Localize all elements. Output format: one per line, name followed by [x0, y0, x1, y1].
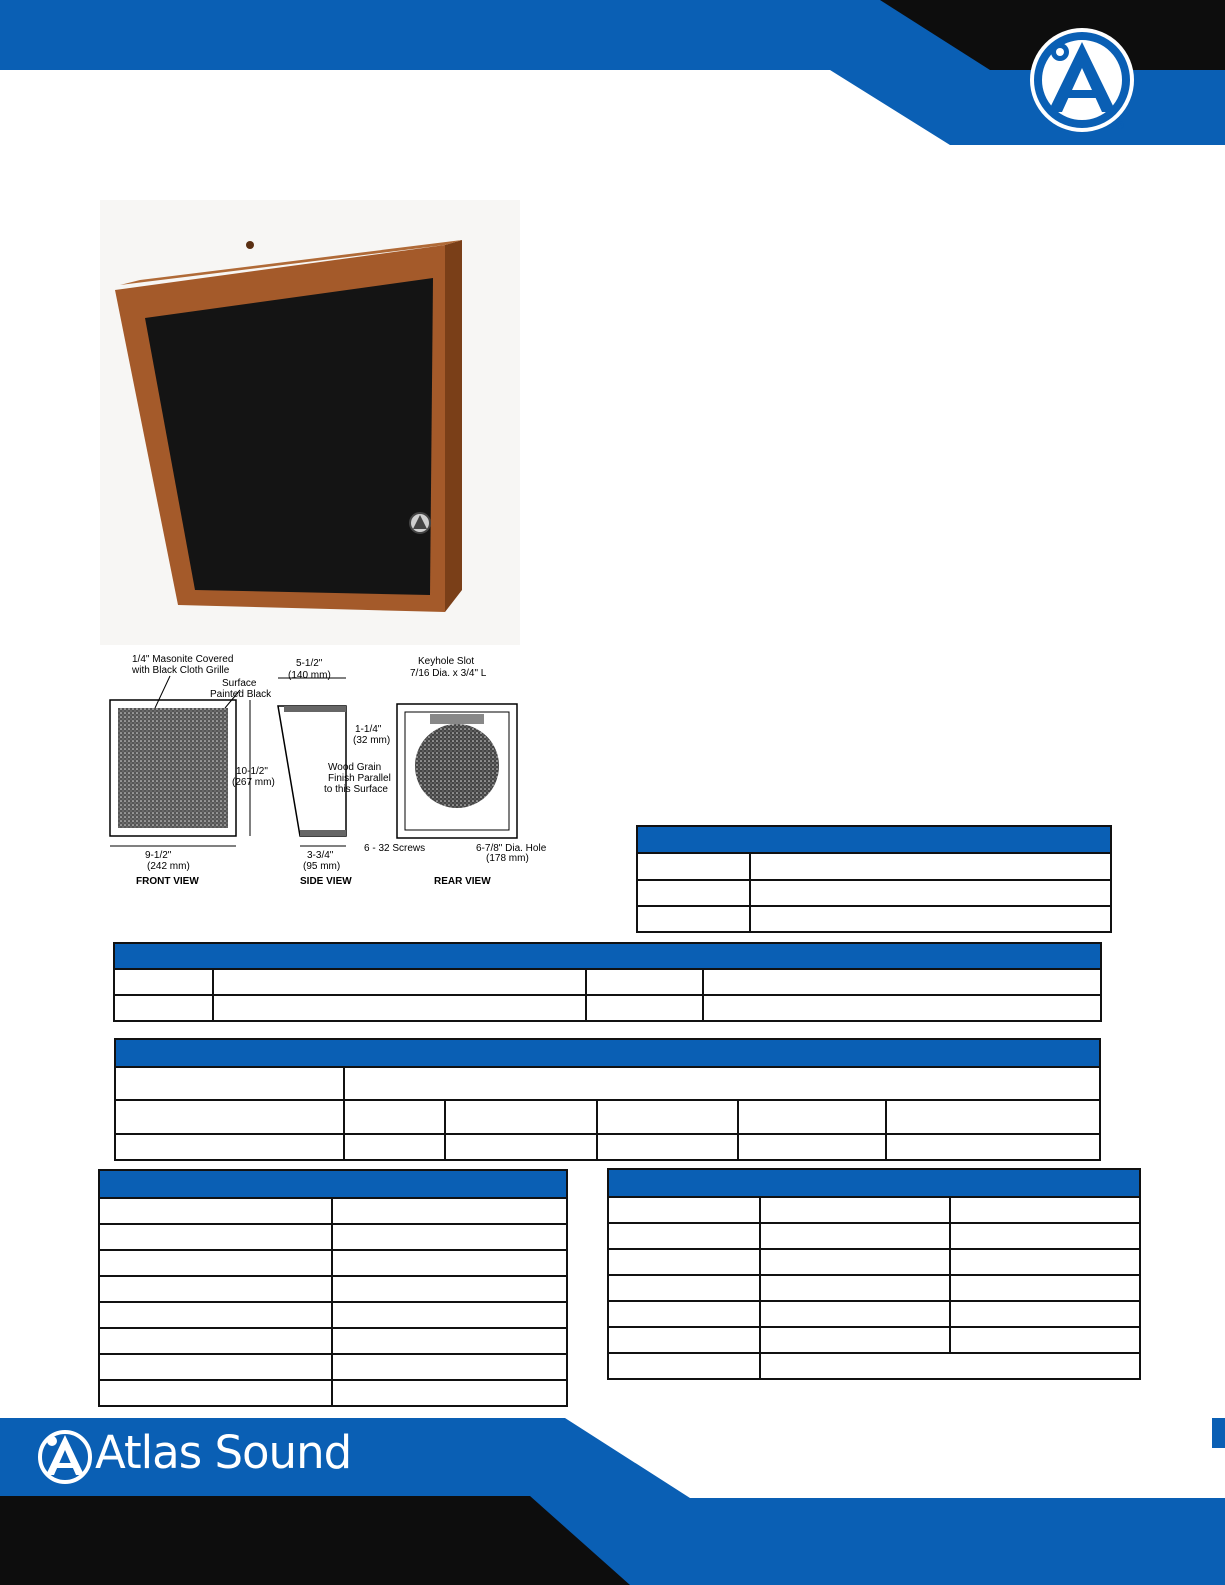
- table-cell: [760, 1301, 950, 1327]
- table-header: [99, 1170, 567, 1198]
- table-cell: [114, 995, 213, 1021]
- table-cell: [760, 1353, 1140, 1379]
- table-cell: [950, 1223, 1140, 1249]
- table-cell: [99, 1250, 332, 1276]
- spec-table-5: [607, 1168, 1141, 1380]
- table-cell: [586, 995, 703, 1021]
- table-cell: [332, 1250, 567, 1276]
- table-cell: [597, 1100, 738, 1134]
- table-cell: [738, 1100, 886, 1134]
- table-cell: [608, 1197, 760, 1223]
- table-cell: [99, 1276, 332, 1302]
- table-cell: [637, 906, 750, 932]
- rear-view-label: REAR VIEW: [434, 876, 491, 887]
- table-cell: [445, 1134, 597, 1160]
- rear-slot-line2: 7/16 Dia. x 3/4" L: [410, 668, 487, 679]
- table-cell: [950, 1197, 1140, 1223]
- table-cell: [99, 1354, 332, 1380]
- table-cell: [344, 1134, 445, 1160]
- front-height-mm: (267 mm): [232, 777, 275, 788]
- side-bottom-depth: 3-3/4": [307, 850, 334, 861]
- table-cell: [760, 1197, 950, 1223]
- table-cell: [608, 1275, 760, 1301]
- table-cell: [760, 1249, 950, 1275]
- table-cell: [115, 1100, 344, 1134]
- table-cell: [213, 995, 586, 1021]
- table-cell: [703, 969, 1101, 995]
- table-cell: [750, 906, 1111, 932]
- table-cell: [99, 1224, 332, 1250]
- side-offset-mm: (32 mm): [353, 735, 391, 746]
- table-cell: [213, 969, 586, 995]
- table-cell: [115, 1067, 344, 1100]
- side-offset: 1-1/4": [355, 724, 382, 735]
- table-cell: [332, 1224, 567, 1250]
- side-top-depth: 5-1/2": [296, 658, 323, 669]
- table-cell: [332, 1380, 567, 1406]
- table-cell: [608, 1327, 760, 1353]
- front-note1-line2: with Black Cloth Grille: [132, 665, 230, 676]
- table-cell: [608, 1353, 760, 1379]
- table-header: [114, 943, 1101, 969]
- table-cell: [760, 1327, 950, 1353]
- table-cell: [344, 1067, 1100, 1100]
- table-cell: [608, 1223, 760, 1249]
- atlas-logo-icon: [1030, 28, 1134, 132]
- side-bottom-depth-mm: (95 mm): [303, 861, 341, 872]
- spec-table-1: [636, 825, 1112, 933]
- table-cell: [637, 853, 750, 880]
- table-cell: [738, 1134, 886, 1160]
- table-cell: [637, 880, 750, 906]
- table-cell: [344, 1100, 445, 1134]
- table-cell: [332, 1276, 567, 1302]
- footer-logo-icon: [36, 1428, 94, 1486]
- table-cell: [99, 1302, 332, 1328]
- front-view-label: FRONT VIEW: [136, 876, 199, 887]
- side-note-line1: Wood Grain: [328, 762, 382, 773]
- product-photo: [100, 200, 520, 645]
- table-cell: [597, 1134, 738, 1160]
- table-cell: [950, 1249, 1140, 1275]
- table-cell: [950, 1275, 1140, 1301]
- front-width: 9-1/2": [145, 850, 172, 861]
- table-cell: [445, 1100, 597, 1134]
- rear-slot-line1: Keyhole Slot: [418, 656, 475, 667]
- rear-hole-line2: (178 mm): [486, 853, 529, 864]
- side-note-line3: to this Surface: [324, 784, 388, 795]
- table-cell: [608, 1249, 760, 1275]
- table-cell: [332, 1198, 567, 1224]
- front-height: 10-1/2": [236, 766, 268, 777]
- rear-hole-line1: 6-7/8" Dia. Hole: [476, 843, 547, 854]
- table-cell: [760, 1275, 950, 1301]
- spec-table-3: [114, 1038, 1101, 1161]
- table-cell: [99, 1328, 332, 1354]
- table-header: [115, 1039, 1100, 1067]
- brand-name: Atlas Sound: [95, 1426, 352, 1479]
- dimension-drawing: [100, 648, 570, 898]
- table-cell: [99, 1198, 332, 1224]
- table-cell: [950, 1327, 1140, 1353]
- front-note2-line1: Surface: [222, 678, 257, 689]
- front-note1-line1: 1/4" Masonite Covered: [132, 654, 234, 665]
- table-cell: [950, 1301, 1140, 1327]
- front-view: [110, 654, 275, 887]
- table-cell: [115, 1134, 344, 1160]
- front-width-mm: (242 mm): [147, 861, 190, 872]
- registered-mark: ®: [1116, 120, 1125, 132]
- table-cell: [886, 1134, 1100, 1160]
- table-cell: [332, 1302, 567, 1328]
- side-view-label: SIDE VIEW: [300, 876, 352, 887]
- table-cell: [586, 969, 703, 995]
- table-cell: [332, 1328, 567, 1354]
- table-cell: [760, 1223, 950, 1249]
- table-cell: [750, 853, 1111, 880]
- table-header: [637, 826, 1111, 853]
- table-cell: [703, 995, 1101, 1021]
- table-cell: [99, 1380, 332, 1406]
- front-note2-line2: Painted Black: [210, 689, 272, 700]
- table-cell: [750, 880, 1111, 906]
- table-cell: [332, 1354, 567, 1380]
- spec-table-2: [113, 942, 1102, 1022]
- side-note-line2: Finish Parallel: [328, 773, 391, 784]
- side-top-depth-mm: (140 mm): [288, 670, 331, 681]
- spec-table-4: [98, 1169, 568, 1407]
- table-cell: [886, 1100, 1100, 1134]
- rear-screws: 6 - 32 Screws: [364, 843, 426, 854]
- table-header: [608, 1169, 1140, 1197]
- rear-view: [364, 656, 547, 887]
- table-cell: [608, 1301, 760, 1327]
- atlas-logo: [1030, 28, 1134, 132]
- table-cell: [114, 969, 213, 995]
